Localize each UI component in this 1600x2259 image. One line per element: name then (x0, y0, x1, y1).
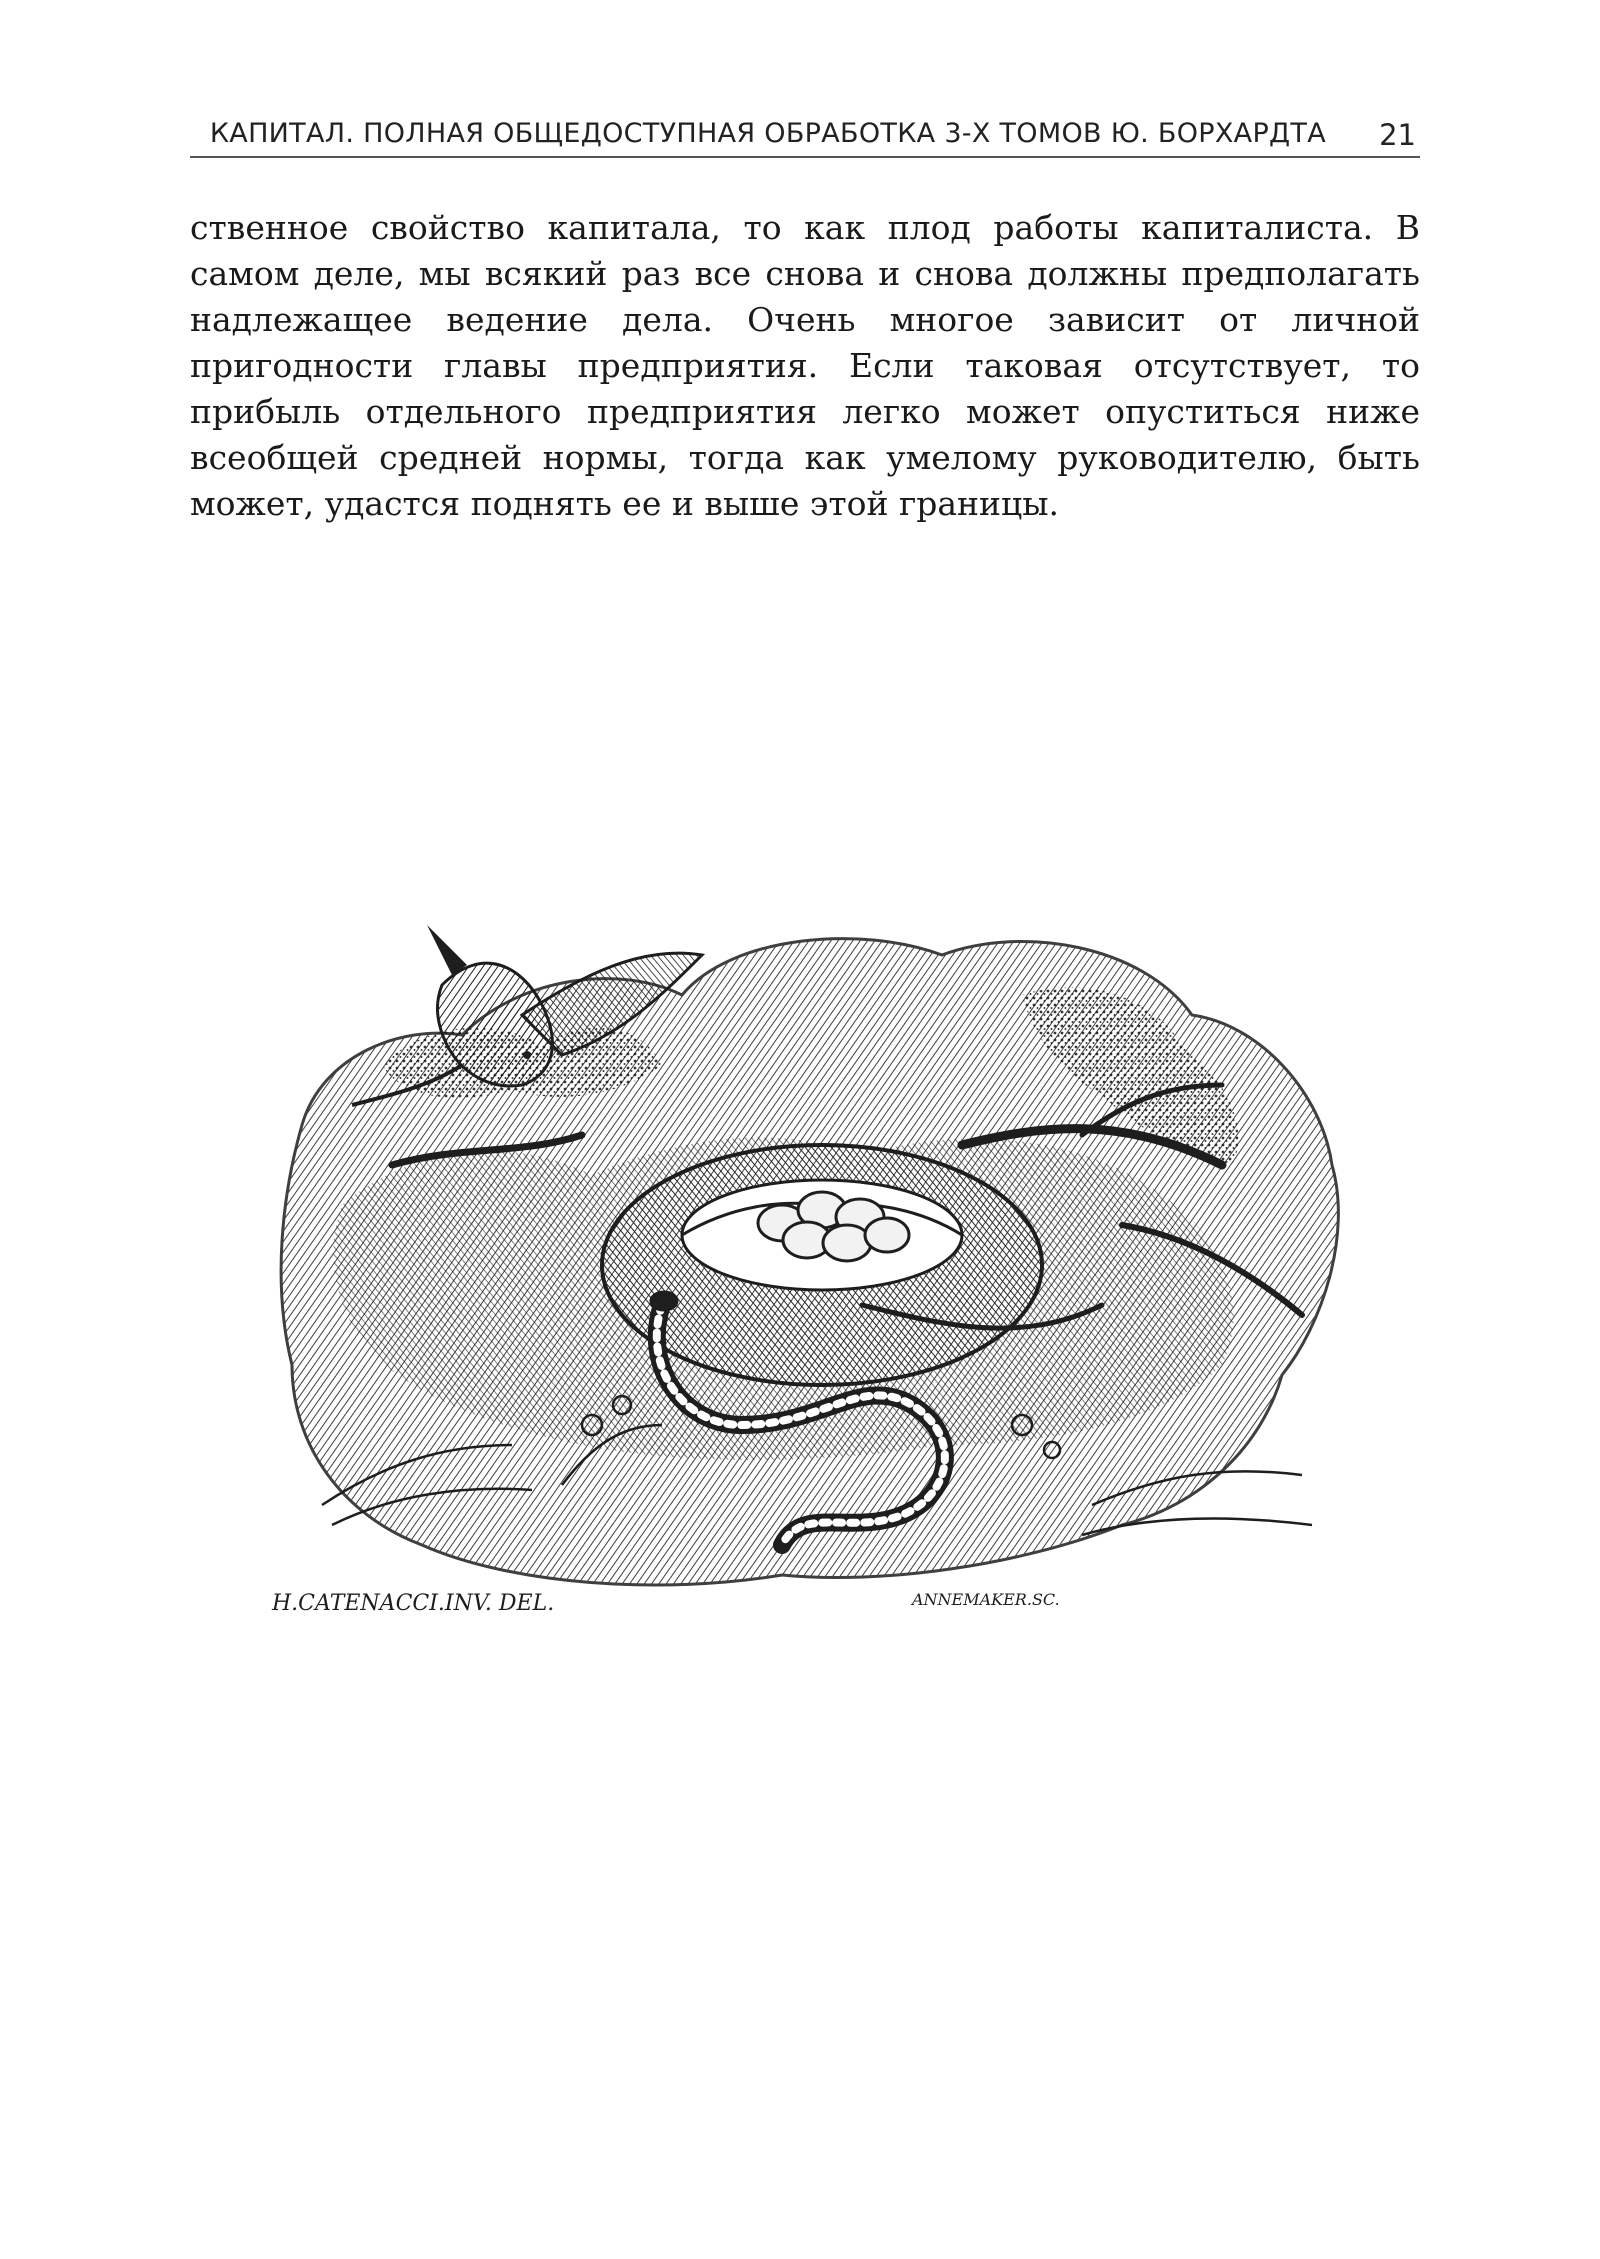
engraving-illustration (262, 905, 1362, 1625)
egg (865, 1218, 909, 1252)
engraver-signature: ANNEMAKER.SC. (912, 1590, 1060, 1609)
page-number: 21 (1379, 118, 1416, 152)
illustrator-signature: H.CATENACCI.INV. DEL. (272, 1591, 555, 1616)
body-text (190, 205, 1420, 527)
engraving-drawing (262, 905, 1362, 1625)
egg (823, 1225, 871, 1261)
running-header-title: КАПИТАЛ. ПОЛНАЯ ОБЩЕДОСТУПНАЯ ОБРАБОТКА 3-Х ТОМОВ Ю. БОРХАРДТА (209, 118, 1326, 149)
body-paragraph: ственное свойство капитала, то как плод работы капиталиста. В самом деле, мы всякий раз все снова и снова должны предполагать надлежащее ведение дела. Очень многое зависит от личной пригодности главы предприятия. Если таковая отсутствует, то прибыль отдельного предприятия легко может опуститься ниже всеобщей средней нормы, тогда как умелому руководителю, быть может, удастся поднять ее и выше этой границы. (190, 208, 1420, 523)
running-header (190, 110, 1420, 158)
nest (602, 1145, 1042, 1385)
